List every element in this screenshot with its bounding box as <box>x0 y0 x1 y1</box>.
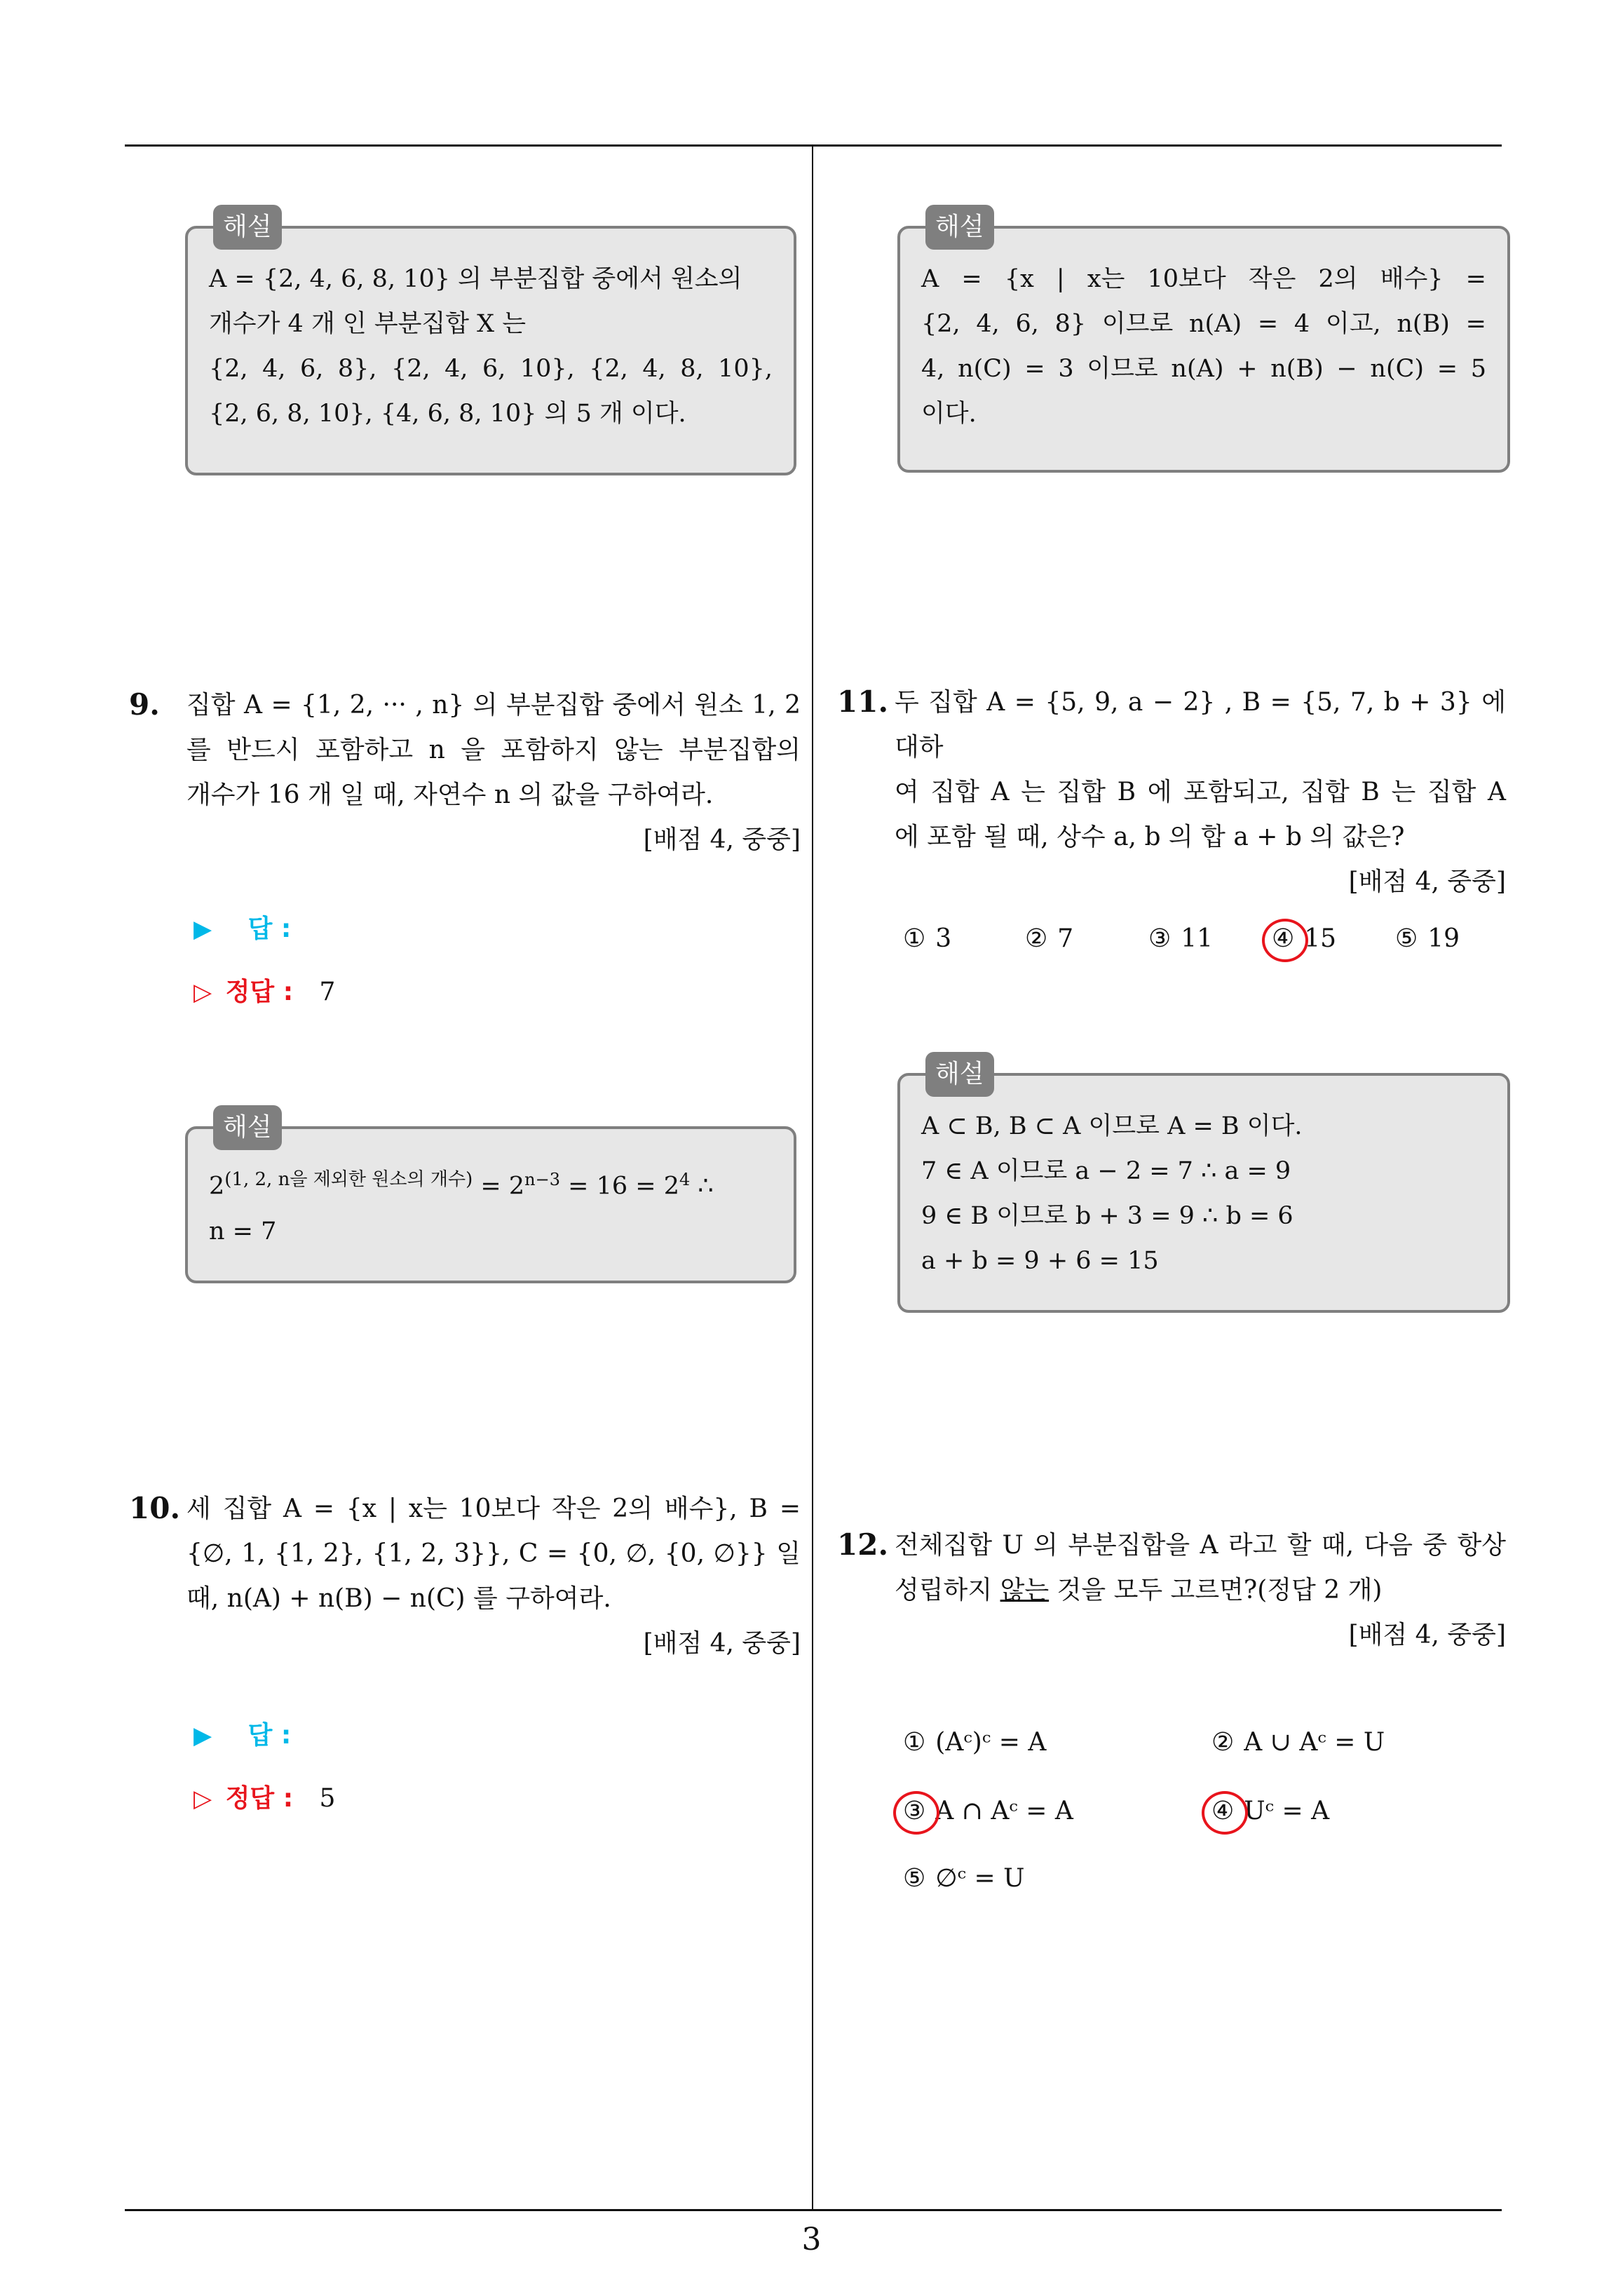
choice-mark: ⑤ <box>903 1864 926 1893</box>
solution-line: {2, 4, 6, 8}, {2, 4, 6, 10}, {2, 4, 8, 10}, <box>209 355 773 383</box>
exponent: (1, 2, n을 제외한 원소의 개수) <box>224 1169 473 1190</box>
answer-arrow-icon: ▶ <box>193 915 212 943</box>
choice-text: 7 <box>1057 924 1074 953</box>
problem-line: 세 집합 A = {x | x는 10보다 작은 2의 배수}, B = <box>186 1494 801 1523</box>
solution-tag: 해설 <box>925 1052 994 1097</box>
score: [배점 4, 중중] <box>1348 1621 1506 1649</box>
problem-line: 집합 A = {1, 2, ··· , n} 의 부분집합 중에서 원소 1, 2 <box>186 691 801 720</box>
problem-10 <box>186 1487 801 1666</box>
solution-box-9 <box>185 1113 796 1283</box>
column-divider <box>812 144 813 2210</box>
problem-line <box>895 1568 1506 1613</box>
choice-text: 11 <box>1181 924 1214 953</box>
page-number: 3 <box>801 2222 822 2257</box>
solution-line: A = {2, 4, 6, 8, 10} 의 부분집합 중에서 원소의 <box>209 265 742 293</box>
choice-5[interactable] <box>1395 924 1460 953</box>
exponent: 4 <box>679 1170 691 1189</box>
solution-tag: 해설 <box>213 205 282 250</box>
correct-value: 5 <box>319 1784 336 1813</box>
choice-mark: ③ <box>1148 924 1172 953</box>
problem-number: 9. <box>129 687 160 722</box>
selected-answer-circle <box>893 1791 939 1835</box>
text-part: 성립하지 <box>895 1576 1000 1605</box>
choice-text: 15 <box>1304 924 1337 953</box>
correct-arrow-icon: ▷ <box>193 1785 212 1813</box>
choice-5[interactable] <box>903 1864 1025 1893</box>
problem-12 <box>895 1523 1506 1658</box>
choice-text: ∅ᶜ = U <box>935 1864 1025 1893</box>
answer-arrow-icon: ▶ <box>193 1722 212 1750</box>
solution-line <box>209 1157 773 1209</box>
choice-2[interactable] <box>1211 1728 1385 1757</box>
bottom-rule <box>125 2209 1502 2211</box>
choice-3[interactable] <box>1148 924 1213 953</box>
solution-line: {2, 4, 6, 8} 이므로 n(A) = 4 이고, n(B) = <box>921 310 1486 338</box>
score: [배점 4, 중중] <box>643 1629 801 1658</box>
solution-line: A ⊂ B, B ⊂ A 이므로 A = B 이다. <box>921 1112 1303 1140</box>
choice-text: A ∩ Aᶜ = A <box>935 1797 1073 1825</box>
solution-box-10 <box>897 212 1510 473</box>
choice-1[interactable] <box>903 1728 1046 1757</box>
problem-line: 에 포함 될 때, 상수 a, b 의 합 a + b 의 값은? <box>895 823 1405 851</box>
solution-tag: 해설 <box>213 1105 282 1150</box>
score: [배점 4, 중중] <box>1348 867 1506 896</box>
answer-label: 답 : <box>247 1721 292 1750</box>
solution-box-8 <box>185 212 796 475</box>
problem-line: 전체집합 U 의 부분집합을 A 라고 할 때, 다음 중 항상 <box>895 1531 1506 1560</box>
choice-mark: ④ <box>1272 924 1295 953</box>
answer-input-row[interactable] <box>193 909 291 945</box>
choice-mark: ⑤ <box>1395 924 1418 953</box>
choice-text: Uᶜ = A <box>1244 1797 1330 1825</box>
equation-part: = 2 <box>473 1172 525 1201</box>
problem-line: {∅, 1, {1, 2}, {1, 2, 3}}, C = {0, ∅, {0, ∅}} 일 <box>186 1539 801 1568</box>
choice-mark: ① <box>903 1728 926 1757</box>
solution-line: 9 ∈ B 이므로 b + 3 = 9 ∴ b = 6 <box>921 1202 1293 1230</box>
problem-number: 10. <box>129 1491 181 1525</box>
underlined-text: 않는 <box>1000 1576 1050 1605</box>
problem-line: 때, n(A) + n(B) − n(C) 를 구하여라. <box>186 1584 611 1613</box>
choice-text: (Aᶜ)ᶜ = A <box>935 1728 1047 1757</box>
choice-mark: ③ <box>903 1797 926 1825</box>
problem-line: 여 집합 A 는 집합 B 에 포함되고, 집합 B 는 집합 A <box>895 778 1506 806</box>
solution-line: 7 ∈ A 이므로 a − 2 = 7 ∴ a = 9 <box>921 1157 1291 1185</box>
problem-9 <box>186 683 801 863</box>
correct-arrow-icon: ▷ <box>193 978 212 1006</box>
solution-line: A = {x | x는 10보다 작은 2의 배수} = <box>921 265 1486 293</box>
exponent: n−3 <box>524 1170 560 1189</box>
solution-box-11 <box>897 1060 1510 1313</box>
choice-2[interactable] <box>1025 924 1073 953</box>
selected-answer-circle <box>1262 919 1308 962</box>
choice-mark: ① <box>903 924 926 953</box>
choice-mark: ② <box>1025 924 1048 953</box>
text-part: 것을 모두 고르면?(정답 2 개) <box>1049 1576 1383 1605</box>
correct-answer-row <box>193 1778 335 1814</box>
solution-line: n = 7 <box>209 1217 277 1245</box>
choice-text: 3 <box>935 924 952 953</box>
solution-tag: 해설 <box>925 205 994 250</box>
solution-line: 이다. <box>921 400 977 428</box>
solution-line: a + b = 9 + 6 = 15 <box>921 1247 1159 1275</box>
score: [배점 4, 중중] <box>643 825 801 854</box>
top-rule <box>125 144 1502 147</box>
choice-text: A ∪ Aᶜ = U <box>1244 1728 1385 1757</box>
therefore-symbol: ∴ <box>690 1172 714 1201</box>
problem-line: 두 집합 A = {5, 9, a − 2} , B = {5, 7, b + 3} 에 대하 <box>895 688 1506 762</box>
problem-number: 11. <box>837 684 889 719</box>
answer-label: 답 : <box>247 914 292 943</box>
problem-line: 개수가 16 개 일 때, 자연수 n 의 값을 구하여라. <box>186 781 714 809</box>
correct-value: 7 <box>319 978 336 1006</box>
solution-line: 4, n(C) = 3 이므로 n(A) + n(B) − n(C) = 5 <box>921 355 1486 383</box>
problem-line: 를 반드시 포함하고 n 을 포함하지 않는 부분집합의 <box>186 736 801 764</box>
problem-number: 12. <box>837 1527 889 1562</box>
correct-label: 정답 : <box>225 1784 294 1813</box>
correct-answer-row <box>193 972 335 1008</box>
solution-line: 개수가 4 개 인 부분집합 X 는 <box>209 310 527 338</box>
choice-1[interactable] <box>903 924 951 953</box>
correct-label: 정답 : <box>225 978 294 1006</box>
problem-11 <box>895 680 1506 905</box>
answer-input-row[interactable] <box>193 1715 291 1751</box>
solution-line: {2, 6, 8, 10}, {4, 6, 8, 10} 의 5 개 이다. <box>209 400 686 428</box>
equation-part: = 16 = 2 <box>560 1172 679 1201</box>
choice-mark: ④ <box>1211 1797 1235 1825</box>
choice-text: 19 <box>1427 924 1460 953</box>
choice-mark: ② <box>1211 1728 1235 1757</box>
power-base: 2 <box>209 1172 225 1201</box>
selected-answer-circle <box>1202 1791 1248 1835</box>
